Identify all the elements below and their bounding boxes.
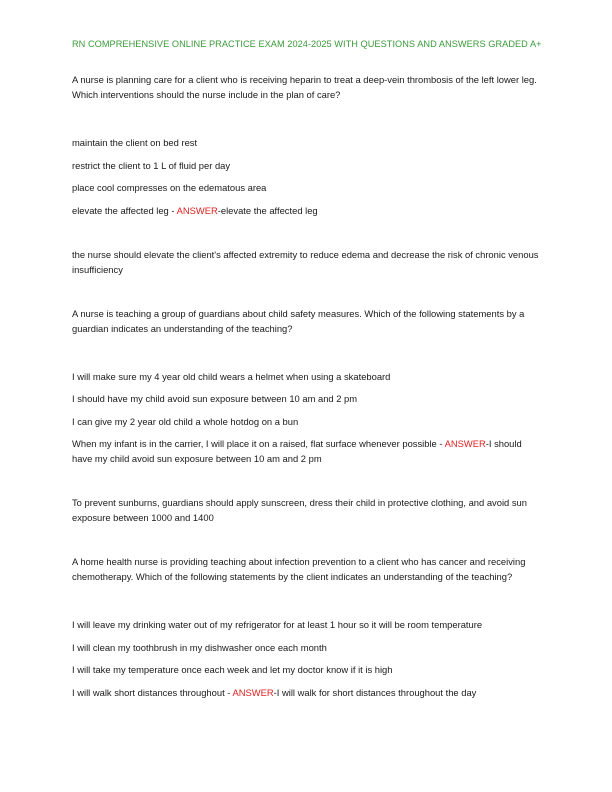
document-header: RN COMPREHENSIVE ONLINE PRACTICE EXAM 2024-2025 WITH QUESTIONS AND ANSWERS GRADED A+ — [72, 39, 542, 49]
answer-option: I will take my temperature once each week and let my doctor know if it is high — [72, 664, 393, 675]
answer-option: I should have my child avoid sun exposure between 10 am and 2 pm — [72, 393, 358, 404]
answer-marker: ANSWER — [444, 438, 486, 449]
answer-key-text: -elevate the affected leg — [217, 204, 318, 216]
answer-option-text: elevate the affected leg - — [72, 204, 177, 216]
answer-marker: ANSWER — [176, 204, 218, 216]
rationale-text: To prevent sunburns, guardians should apply sunscreen, dress their child in protective clothing, and avoid sun exposure between 1000 and 1400 — [72, 497, 527, 523]
answer-option-with-key — [72, 436, 542, 466]
answer-option: place cool compresses on the edematous area — [72, 182, 267, 193]
answer-option: I will clean my toothbrush in my dishwasher once each month — [72, 641, 327, 653]
answer-option-text: I will walk short distances throughout - — [72, 686, 233, 698]
answer-key-text: -I will walk for short distances throughout the day — [273, 686, 477, 698]
answer-option: maintain the client on bed rest — [72, 137, 198, 148]
document-body — [72, 72, 542, 707]
answer-option-text: When my infant is in the carrier, I will place it on a raised, flat surface whenever possible - — [72, 438, 445, 449]
question-text: A nurse is teaching a group of guardians about child safety measures. Which of the following statements by a guardian indicates an understanding of the teaching? — [72, 307, 525, 334]
answer-key-text: -I should have my child avoid sun exposure between 10 am and 2 pm — [72, 438, 522, 464]
rationale-text: the nurse should elevate the client's affected extremity to reduce edema and decrease the risk of chronic venous insufficiency — [72, 248, 539, 275]
question-text: A nurse is planning care for a client who is receiving heparin to treat a deep-vein thrombosis of the left lower leg. Which interventions should the nurse include in the plan of care? — [72, 74, 537, 100]
answer-option: restrict the client to 1 L of fluid per day — [72, 159, 231, 171]
answer-option: I will leave my drinking water out of my refrigerator for at least 1 hour so it will be room temperature — [72, 619, 483, 630]
answer-option-with-key — [72, 203, 542, 218]
answer-marker: ANSWER — [232, 686, 274, 698]
answer-option: I will make sure my 4 year old child wears a helmet when using a skateboard — [72, 370, 391, 382]
answer-option: I can give my 2 year old child a whole hotdog on a bun — [72, 415, 299, 427]
answer-option-with-key — [72, 685, 542, 700]
question-text: A home health nurse is providing teaching about infection prevention to a client who has cancer and receiving chemotherapy. Which of the following statements by the client indicates an understanding of the teaching? — [72, 556, 526, 582]
